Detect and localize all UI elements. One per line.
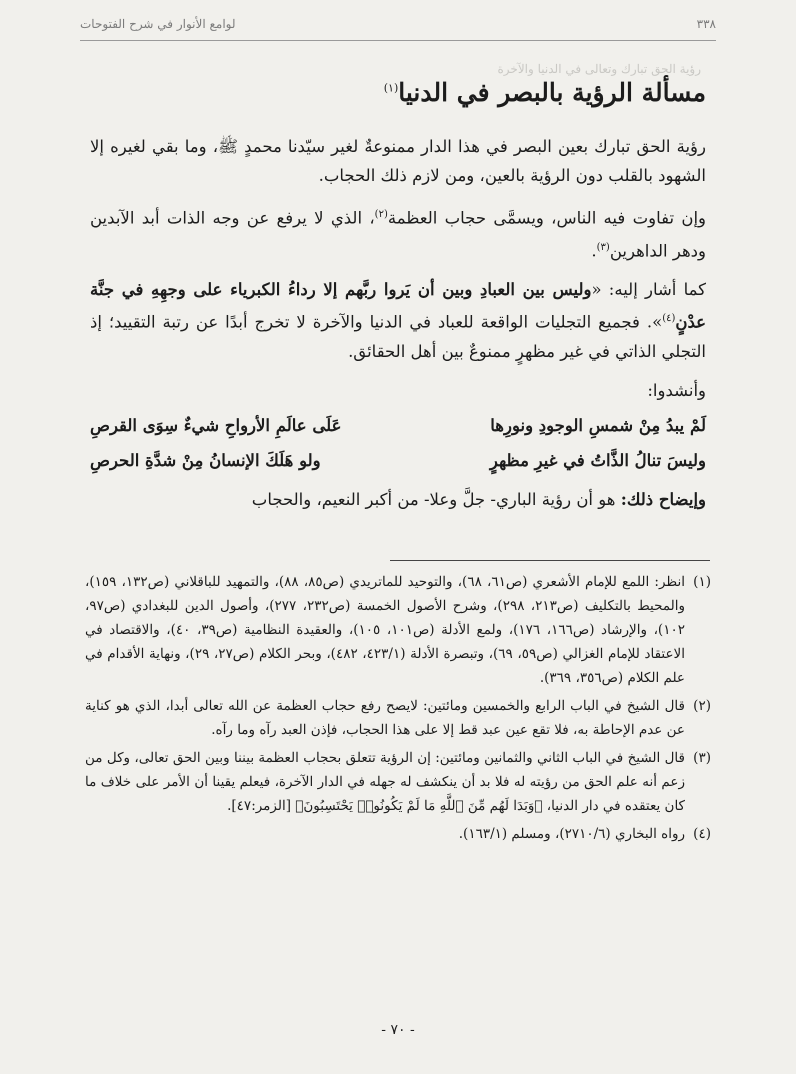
paragraph: رؤية الحق تبارك بعين البصر في هذا الدار ممنوعةٌ لغير سيّدنا محمدٍ ﷺ، وما بقي لغيره إلا الشهود بالقلب دون الرؤية بالعين، ومن لازم ذلك الحجاب.: [90, 137, 706, 185]
footnote-text: قال الشيخ في الباب الرابع والخمسين ومائتين: لايصح رفع حجاب العظمة عن الله تعالى أبدا، الذي هو كناية عن عدم الإحاطة به، فلا تقع عين عبد قط إلا على هذا الحجاب، فإذن العبد رآه وما رآه.: [85, 698, 685, 738]
footnote-ref: (٣): [596, 241, 610, 253]
bleed-through-text: رؤية الحق تبارك وتعالى في الدنيا والآخرة: [497, 62, 701, 76]
hadith-quote: وليس بين العبادِ وبين أن يَروا ربَّهم إلا رداءُ الكبرياء على وجهِهِ في جنَّة عدْنٍ: [90, 280, 706, 332]
paragraph: كما أشار إليه: «وليس بين العبادِ وبين أن يَروا ربَّهم إلا رداءُ الكبرياء على وجهِهِ في جنَّة عدْنٍ$^{(٤)}$». فجميع التجليات الواقعة للعباد في الدنيا والآخرة لا تخرج أبدًا عن رتبة التقييد؛ إذ التجلي الذاتي في غير مظهرٍ ممنوعٌ بين أهل الحقائق.: [90, 280, 707, 361]
verse-hemistich: عَلَى عالَمِ الأرواحِ شيءٌ سِوَى القرصِ: [90, 415, 342, 435]
verse-hemistich: ولو هَلَكَ الإنسانُ مِنْ شدَّةِ الحرصِ: [90, 450, 321, 470]
verse-hemistich: وليسَ تنالُ الذَّاتُ في غيرِ مظهرٍ: [489, 450, 706, 470]
footnote: [85, 694, 711, 742]
footnote: [85, 746, 711, 818]
page-number: - ٧٠ -: [381, 1022, 415, 1038]
section-title: [90, 78, 706, 107]
book-title: لوامع الأنوار في شرح الفتوحات: [80, 17, 236, 31]
footnote-number: (٤): [693, 826, 711, 842]
footnote-text: قال الشيخ في الباب الثاني والثمانين ومائتين: إن الرؤية تتعلق بحجاب العظمة بيننا وبين الحق تعالى، وكل من زعم أنه علم الحق من رؤيته له فلا بد أن ينكشف له جهله في الدار الآخرة، فيعلم يقينا أن الأمر على خلاف ما كان يعتقده في دار الدنيا، ﴿وَبَدَا لَهُم مِّنَ ٱللَّهِ مَا لَمْ يَكُونُوا۟ يَحْتَسِبُونَ﴾ [الزمر:٤٧].: [85, 750, 685, 814]
verse-hemistich: لَمْ يبدُ مِنْ شمسِ الوجودِ ونورِها: [490, 415, 706, 435]
footnote: [85, 570, 711, 690]
footnote-ref: (٢): [374, 209, 388, 220]
section-title-text: مسألة الرؤية بالبصر في الدنيا: [398, 78, 706, 107]
running-header: [80, 10, 716, 38]
header-rule: [80, 40, 716, 41]
poem-verses: [90, 411, 706, 475]
paragraph: وإن تفاوت فيه الناس، ويسمَّى حجاب العظمة$^{(٢)}$، الذي لا يرفع عن وجه الذات أبد الآبدين ودهر الداهرين$^{(٣)}$.: [90, 208, 706, 260]
paragraph: وإيضاح ذلك: هو أن رؤية الباري- جلَّ وعلا- من أكبر النعيم، والحجاب: [251, 489, 706, 509]
main-text: [90, 132, 706, 524]
footnote-ref: (١): [383, 81, 399, 95]
page-folio: ٣٣٨: [696, 17, 716, 31]
footnote: [85, 822, 711, 846]
footnote-number: (١): [693, 574, 711, 590]
footnote-number: (٣): [693, 750, 711, 766]
footnotes: [85, 570, 711, 850]
footnote-text: رواه البخاري (٢٧١٠/٦)، ومسلم (١٦٣/١).: [458, 826, 685, 842]
footnote-number: (٢): [693, 698, 711, 714]
footnote-text: انظر: اللمع للإمام الأشعري (ص٦١، ٦٨)، والتوحيد للماتريدي (ص٨٥، ٨٨)، والتمهيد للباقلاني (ص١٣٢، ١٥٩)، والمحيط بالتكليف (ص٢١٣، ٢٩٨)، وشرح الأصول الخمسة (ص٢٣٢، ٢٧٧)، وأصول الدين للبغدادي (ص٩٧، ١٠٢)، والإرشاد (ص١٦٦، ١٧٦)، ولمع الأدلة (ص١٠١، ١٠٥)، والعقيدة النظامية (ص٣٩، ٤٠)، والاقتصاد في الاعتقاد للإمام الغزالي (ص٥٩، ٦٩)، وتبصرة الأدلة (٤٢٣/١، ٤٨٢)، وبحر الكلام (ص٢٧، ٢٩)، ونهاية الأقدام في علم الكلام (ص٣٥٦، ٣٦٩).: [85, 574, 686, 686]
paragraph: وأنشدوا:: [647, 380, 706, 400]
footnote-ref: (٤): [662, 313, 676, 324]
footnote-rule: [390, 560, 710, 561]
